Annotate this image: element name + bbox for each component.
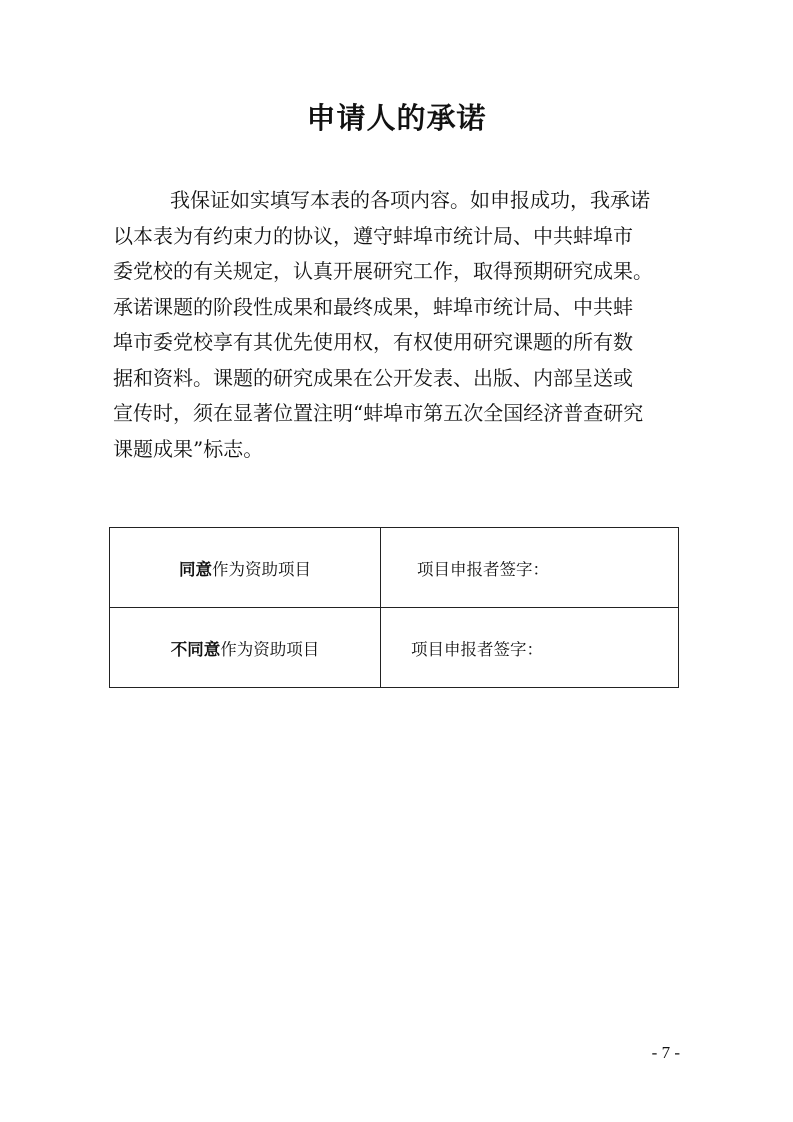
table-row — [110, 608, 679, 688]
reject-label: 不同意 — [170, 639, 221, 659]
pledge-line: 课题成果”标志。 — [113, 436, 264, 461]
pledge-line: 埠市委党校享有其优先使用权，有权使用研究课题的所有数 — [113, 330, 633, 354]
pledge-line: 我保证如实填写本表的各项内容。如申报成功，我承诺 — [170, 188, 650, 212]
pledge-line: 承诺课题的阶段性成果和最终成果，蚌埠市统计局、中共蚌 — [113, 294, 633, 319]
page-number: - 7 - — [651, 1043, 680, 1062]
reject-option-cell — [110, 608, 381, 688]
approve-suffix: 作为资助项目 — [212, 559, 311, 579]
signature-label: 项目申报者签字： — [411, 639, 543, 659]
approve-label: 同意 — [179, 559, 212, 579]
pledge-paragraph — [113, 183, 681, 467]
pledge-line: 委党校的有关规定，认真开展研究工作，取得预期研究成果。 — [113, 259, 653, 283]
reject-signature-cell — [381, 608, 679, 688]
pledge-line: 据和资料。课题的研究成果在公开发表、出版、内部呈送或 — [113, 365, 633, 390]
signature-label: 项目申报者签字： — [417, 559, 549, 579]
reject-suffix: 作为资助项目 — [220, 639, 320, 659]
pledge-line: 以本表为有约束力的协议，遵守蚌埠市统计局、中共蚌埠市 — [113, 223, 633, 248]
table-row — [110, 528, 679, 608]
approve-option-cell — [110, 528, 381, 608]
approval-table — [109, 527, 679, 688]
page-title: 申请人的承诺 — [306, 101, 487, 135]
pledge-line: 宣传时，须在显著位置注明“蚌埠市第五次全国经济普查研究 — [113, 401, 644, 425]
approve-signature-cell — [381, 528, 679, 608]
